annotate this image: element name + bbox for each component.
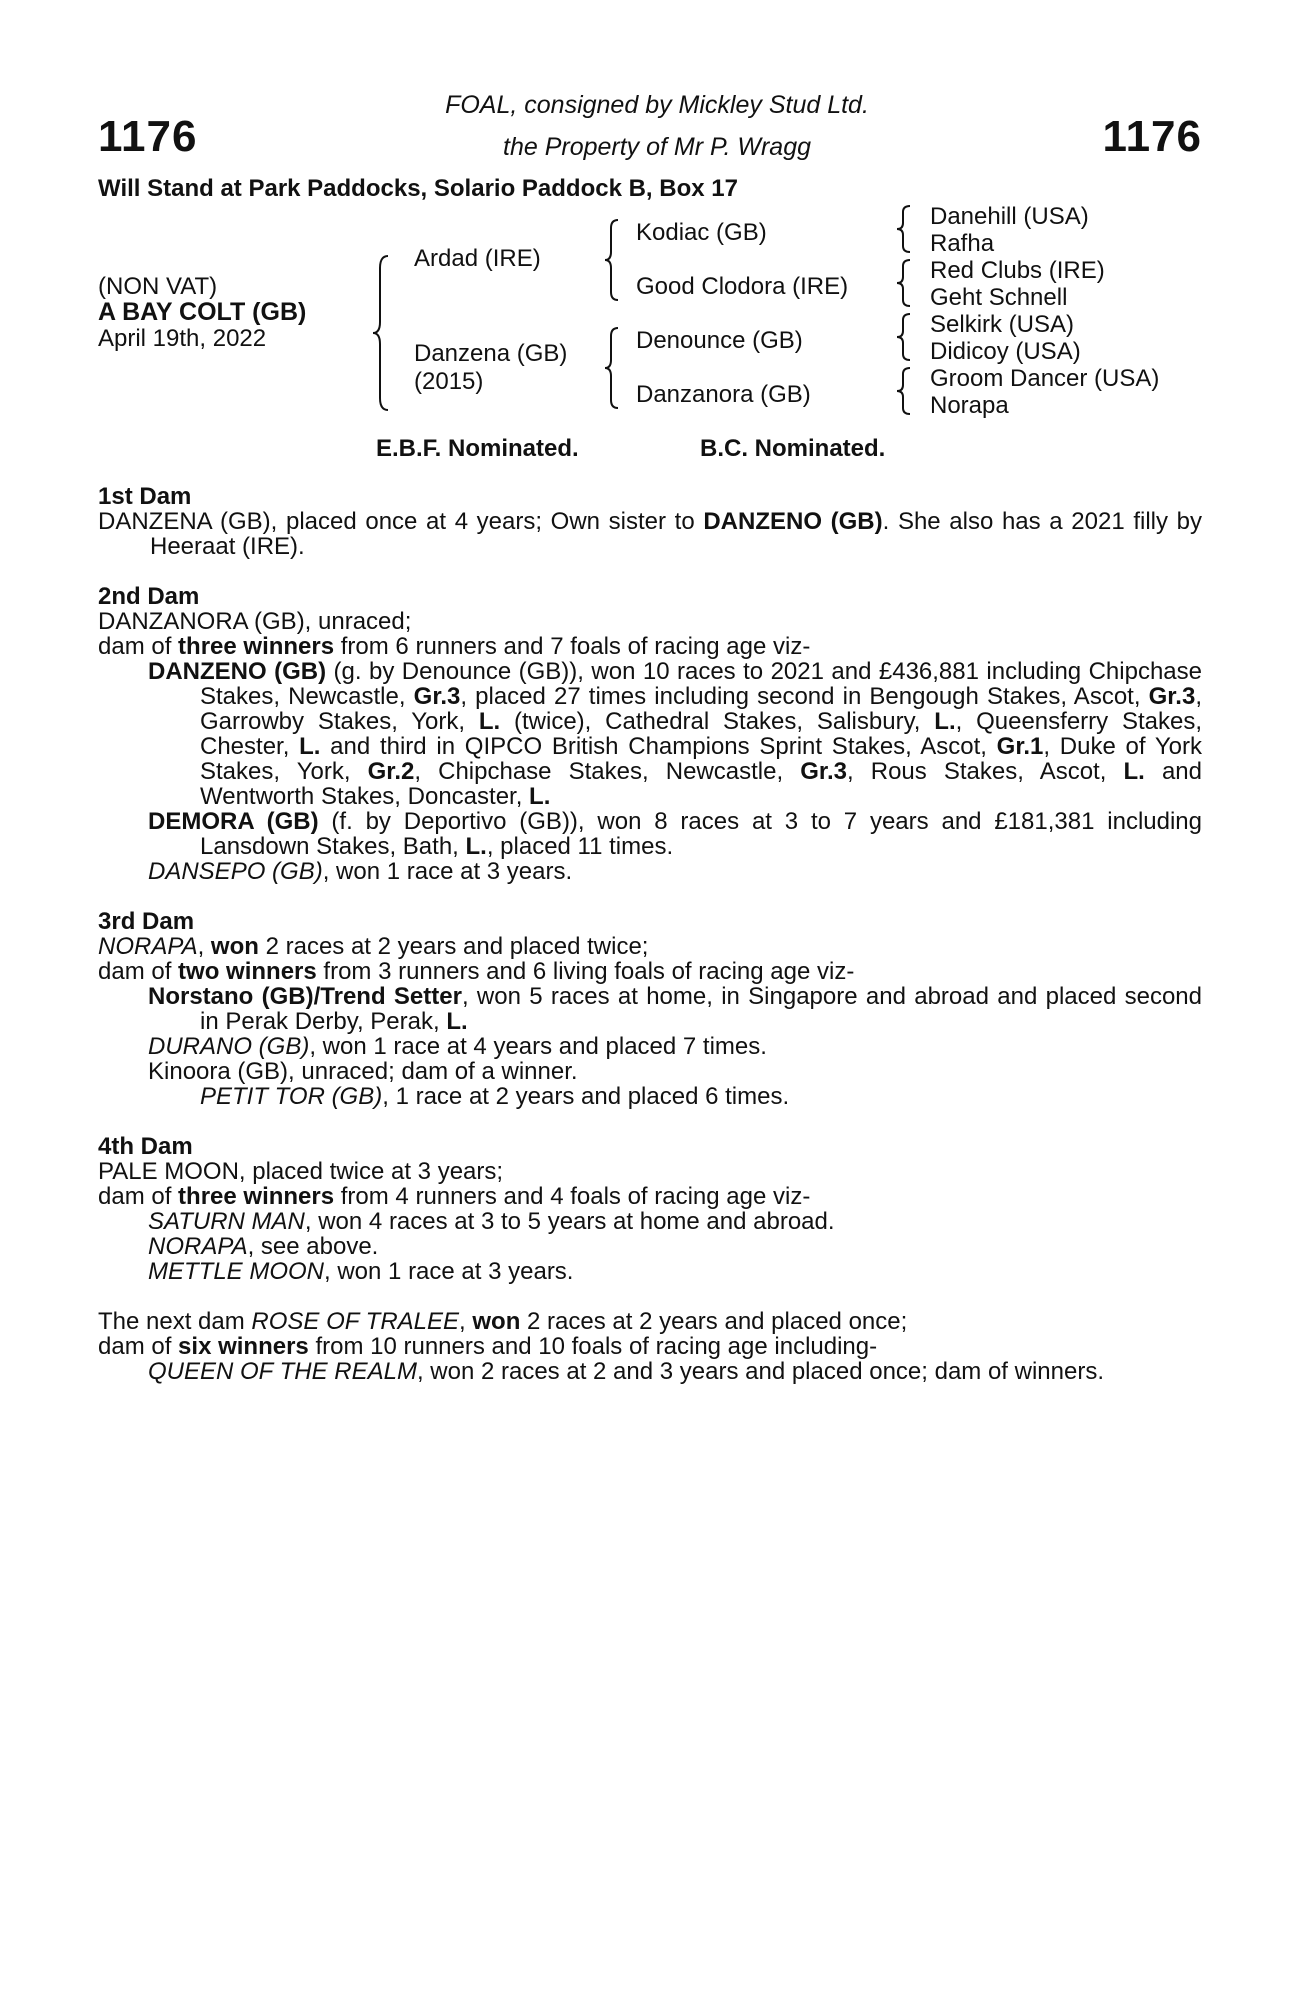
second-dam-line-1: DANZANORA (GB), unraced; — [98, 608, 412, 635]
progeny-norstano: Norstano (GB)/Trend Setter, won 5 races at home, in Singapore and abroad and placed second in Perak Derby, Perak, L. — [148, 983, 1203, 1035]
progeny-petit-tor: PETIT TOR (GB), 1 race at 2 years and placed 6 times. — [200, 1083, 790, 1110]
horse-dob: April 19th, 2022 — [98, 325, 267, 352]
progeny-saturn-man: SATURN MAN, won 4 races at 3 to 5 years at home and abroad. — [148, 1208, 835, 1235]
pedigree-gen3-8: Norapa — [930, 392, 1009, 419]
pedigree-gen3-2: Rafha — [930, 230, 995, 257]
pedigree-brace-main — [370, 254, 394, 412]
next-dam-line-2: dam of six winners from 10 runners and 10 foals of racing age including- — [98, 1333, 878, 1360]
pedigree-brace-danzanora — [894, 366, 914, 416]
lot-number-right: 1176 — [1102, 112, 1202, 161]
pedigree-dam: Danzena (GB) — [414, 340, 568, 367]
pedigree-sire: Ardad (IRE) — [414, 245, 541, 272]
consignor-line-2: the Property of Mr P. Wragg — [503, 133, 811, 161]
first-dam-text: DANZENA (GB), placed once at 4 years; Own sister to DANZENO (GB). She also has a 2021 filly by Heeraat (IRE). — [98, 508, 1202, 560]
pedigree-dam-year: (2015) — [414, 368, 484, 395]
second-dam-line-2: dam of three winners from 6 runners and 7 foals of racing age viz- — [98, 633, 811, 660]
progeny-demora: DEMORA (GB) (f. by Deportivo (GB)), won 8 races at 3 to 7 years and £181,381 including Lansdown Stakes, Bath, L., placed 11 times. — [148, 808, 1202, 860]
progeny-kinoora: Kinoora (GB), unraced; dam of a winner. — [148, 1058, 578, 1085]
pedigree-gen3-3: Red Clubs (IRE) — [930, 257, 1105, 284]
consignor-block — [0, 84, 1314, 168]
pedigree-sire-sire: Kodiac (GB) — [636, 219, 767, 246]
pedigree-brace-sire — [602, 218, 622, 302]
progeny-norapa: NORAPA, see above. — [148, 1233, 379, 1260]
pedigree-brace-dam — [602, 326, 622, 410]
third-dam-heading: 3rd Dam — [98, 908, 195, 935]
catalogue-body — [98, 484, 1202, 1384]
third-dam-line-2: dam of two winners from 3 runners and 6 living foals of racing age viz- — [98, 958, 855, 985]
ebf-nomination: E.B.F. Nominated. — [376, 435, 579, 462]
pedigree-gen3-7: Groom Dancer (USA) — [930, 365, 1160, 392]
pedigree-gen3-4: Geht Schnell — [930, 284, 1068, 311]
progeny-danzeno: DANZENO (GB) (g. by Denounce (GB)), won 10 races to 2021 and £436,881 including Chipchase Stakes, Newcastle, Gr.3, placed 27 times including second in Bengough Stakes, Ascot, Gr.3, Garrowby Stakes, York, L. (twice), Cathedral Stakes, Salisbury, L., Queensferry Stakes, Chester, L. and third in QIPCO British Champions Sprint Stakes, Ascot, Gr.1, Duke of York Stakes, York, Gr.2, Chipchase Stakes, Newcastle, Gr.3, Rous Stakes, Ascot, L. and Wentworth Stakes, Doncaster, L. — [148, 658, 1202, 810]
progeny-dansepo: DANSEPO (GB), won 1 race at 3 years. — [148, 858, 573, 885]
pedigree-gen3-6: Didicoy (USA) — [930, 338, 1081, 365]
pedigree-sire-dam: Good Clodora (IRE) — [636, 273, 849, 300]
consignor-line-1: FOAL, consigned by Mickley Stud Ltd. — [445, 91, 869, 119]
progeny-mettle-moon: METTLE MOON, won 1 race at 3 years. — [148, 1258, 574, 1285]
bc-nomination: B.C. Nominated. — [700, 435, 886, 462]
first-dam-heading: 1st Dam — [98, 483, 192, 510]
pedigree-gen3-1: Danehill (USA) — [930, 203, 1089, 230]
horse-name: A BAY COLT (GB) — [98, 298, 307, 326]
pedigree-brace-kodiac — [894, 204, 914, 254]
progeny-queen-of-the-realm: QUEEN OF THE REALM, won 2 races at 2 and 3 years and placed once; dam of winners. — [148, 1358, 1105, 1385]
stand-location: Will Stand at Park Paddocks, Solario Paddock B, Box 17 — [98, 175, 738, 202]
third-dam-line-1: NORAPA, won 2 races at 2 years and placed twice; — [98, 933, 649, 960]
second-dam-heading: 2nd Dam — [98, 583, 200, 610]
pedigree-brace-goodclodora — [894, 258, 914, 308]
progeny-durano: DURANO (GB), won 1 race at 4 years and placed 7 times. — [148, 1033, 767, 1060]
lot-number-left: 1176 — [98, 112, 198, 161]
fourth-dam-line-1: PALE MOON, placed twice at 3 years; — [98, 1158, 504, 1185]
fourth-dam-line-2: dam of three winners from 4 runners and 4 foals of racing age viz- — [98, 1183, 811, 1210]
pedigree-dam-sire: Denounce (GB) — [636, 327, 803, 354]
pedigree-gen3-5: Selkirk (USA) — [930, 311, 1075, 338]
vat-status: (NON VAT) — [98, 273, 218, 300]
pedigree-dam-dam: Danzanora (GB) — [636, 381, 811, 408]
fourth-dam-heading: 4th Dam — [98, 1133, 193, 1160]
next-dam-line-1: The next dam ROSE OF TRALEE, won 2 races at 2 years and placed once; — [98, 1308, 908, 1335]
pedigree-brace-denounce — [894, 312, 914, 362]
